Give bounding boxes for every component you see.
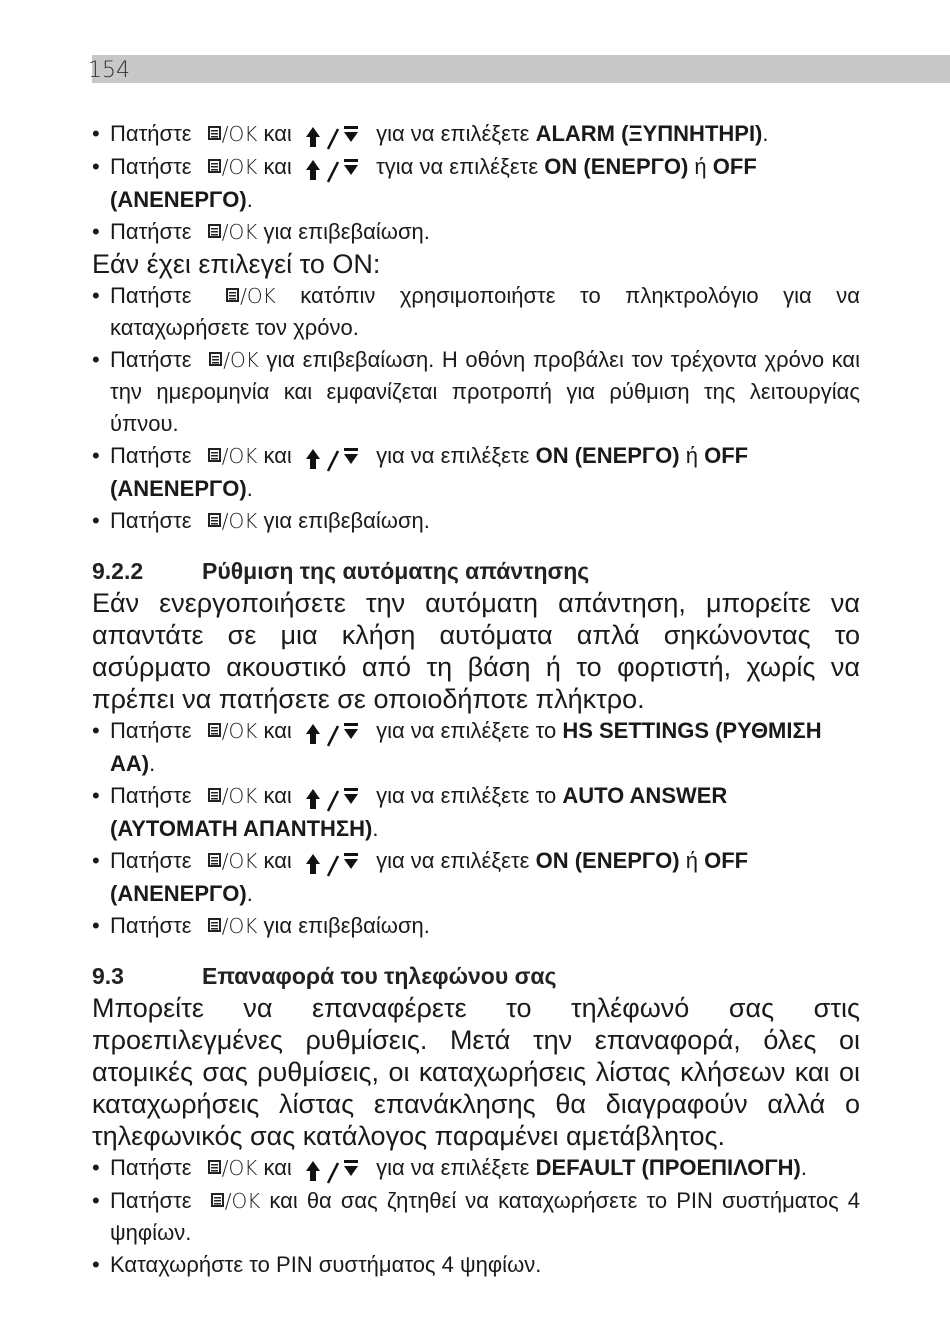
up-down-arrows-icon — [304, 1157, 364, 1185]
menu-icon — [208, 126, 221, 140]
menu-icon — [209, 352, 222, 366]
section-intro-93: Μπορείτε να επαναφέρετε το τηλέφωνό σας στις προεπιλεγμένες ρυθμίσεις. Μετά την επαναφορά, όλες οι ατομικές σας ρυθμίσεις, οι καταχωρήσεις λίστας κλήσεων και οι καταχωρήσεις λίστας επανάκλησης θα διαγραφούν αλλά ο τηλεφωνικός σας κατάλογος παραμένει αμετάβλητος. — [92, 993, 860, 1151]
menu-icon — [211, 1193, 224, 1207]
menu-icon — [208, 918, 221, 932]
list-item: • Πατήστε /OK και θα σας ζητηθεί να καταχωρήσετε το PIN συστήματος 4 ψηφίων. — [92, 1185, 860, 1249]
list-item: • Πατήστε /OK για επιβεβαίωση. Η οθόνη προβάλει τον τρέχοντα χρόνο και την ημερομηνία και εμφανίζεται προτροπή για ρύθμιση της λειτουργίας ύπνου. — [92, 344, 860, 440]
list-item: • Πατήστε /OK και για να επιλέξετε ON (ΕΝΕΡΓΟ) ή OFF (ΑΝΕΝΕΡΓΟ). — [92, 845, 860, 910]
section-intro-922: Εάν ενεργοποιήσετε την αυτόματη απάντηση, μπορείτε να απαντάτε σε μια κλήση αυτόματα απλά σηκώνοντας το ασύρματο ακουστικό από τη βάση ή το φορτιστή, χωρίς να πρέπει να πατήσετε σε οποιοδήποτε πλήκτρο. — [92, 588, 860, 714]
list-item: • Πατήστε /OK και για να επιλέξετε το HS SETTINGS (ΡΥΘΜΙΣΗ ΑΑ). — [92, 715, 860, 780]
up-down-arrows-icon — [304, 156, 364, 184]
up-down-arrows-icon — [304, 785, 364, 813]
menu-icon — [208, 448, 221, 462]
menu-icon — [208, 788, 221, 802]
menu-icon — [208, 1160, 221, 1174]
list-item: • Πατήστε /OK και για να επιλέξετε ON (ΕΝΕΡΓΟ) ή OFF (ΑΝΕΝΕΡΓΟ). — [92, 440, 860, 505]
menu-icon — [208, 723, 221, 737]
if-on-heading: Εάν έχει επιλεγεί το ON: — [92, 249, 381, 279]
menu-icon — [208, 513, 221, 527]
list-item: • Πατήστε /OK για επιβεβαίωση. — [92, 910, 860, 942]
list-item: • Πατήστε /OK για επιβεβαίωση. — [92, 505, 860, 537]
page-number: 154 — [88, 58, 130, 83]
up-down-arrows-icon — [304, 445, 364, 473]
list-item: • Πατήστε /OK και για να επιλέξετε DEFAULT (ΠΡΟΕΠΙΛΟΓΗ). — [92, 1152, 860, 1185]
header-bar — [92, 55, 950, 83]
menu-icon — [208, 853, 221, 867]
page-content — [92, 118, 860, 1281]
section-heading-922: 9.2.2 Ρύθμιση της αυτόματης απάντησης — [92, 558, 590, 584]
list-item: • Πατήστε /OK και για να επιλέξετε το AUTO ANSWER (ΑΥΤΟΜΑΤΗ ΑΠΑΝΤΗΣΗ). — [92, 780, 860, 845]
menu-icon — [226, 288, 239, 302]
menu-icon — [208, 224, 221, 238]
up-down-arrows-icon — [304, 720, 364, 748]
up-down-arrows-icon — [304, 850, 364, 878]
list-item: • Πατήστε /OK και τγια να επιλέξετε ON (ΕΝΕΡΓΟ) ή OFF (ΑΝΕΝΕΡΓΟ). — [92, 151, 860, 216]
section-heading-93: 9.3 Επαναφορά του τηλεφώνου σας — [92, 963, 557, 989]
menu-icon — [208, 159, 221, 173]
up-down-arrows-icon — [304, 123, 364, 151]
list-item: • Πατήστε /OK κατόπιν χρησιμοποιήστε το πληκτρολόγιο για να καταχωρήσετε τον χρόνο. — [92, 280, 860, 344]
list-item: • Πατήστε /OK για επιβεβαίωση. — [92, 216, 860, 248]
list-item: • Πατήστε /OK και για να επιλέξετε ALARM (ΞΥΠΝΗΤΗΡΙ). — [92, 118, 860, 151]
list-item: • Καταχωρήστε το PIN συστήματος 4 ψηφίων. — [92, 1249, 860, 1281]
